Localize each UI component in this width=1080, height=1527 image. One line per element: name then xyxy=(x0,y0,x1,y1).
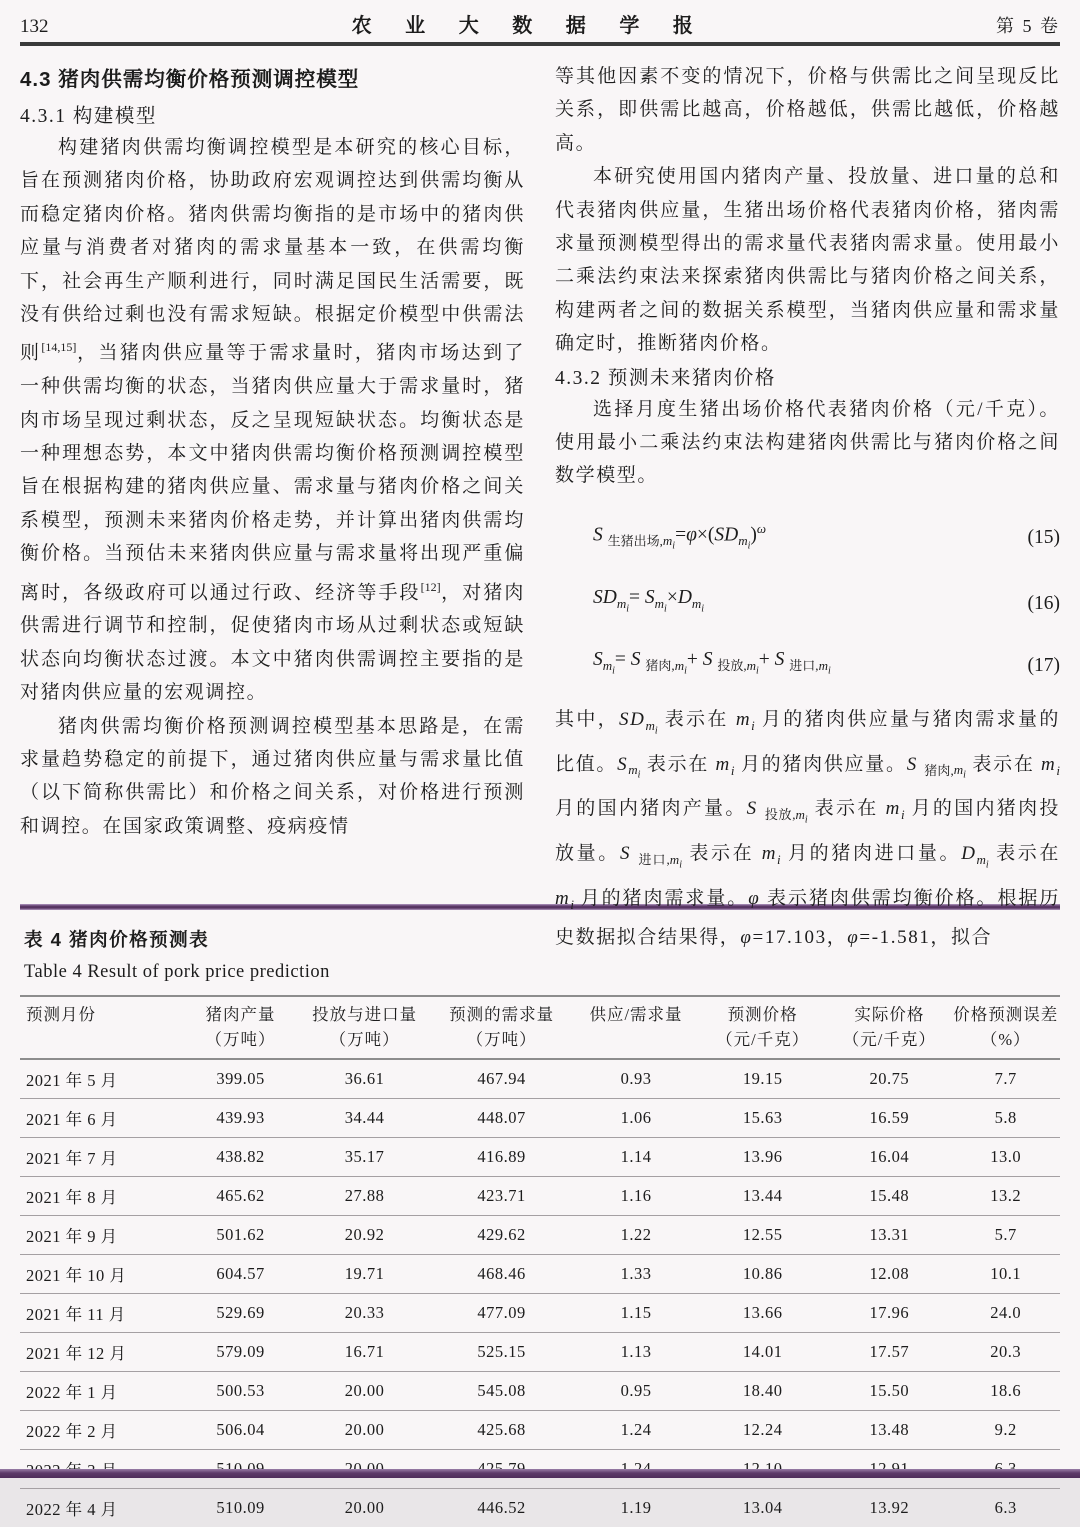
column-header-7: 实际价格 （元/千克） xyxy=(827,996,951,1059)
journal-title: 农 业 大 数 据 学 报 xyxy=(352,9,707,38)
value-cell: 1.16 xyxy=(574,1177,698,1216)
paragraph-6: 其中，$SD_{m_i}$ 表示在 $m_i$ 月的猪肉供应量与猪肉需求量的比值。$S_{m_i}$ 表示在 $m_i$ 月的猪肉供应量。S $_{猪肉,m_i}$ 表示在 $m_i$ 月的国内猪肉产量。S $_{投放,m_i}$ 表示在 $m_i$ 月的国内猪肉投放量。S $_{进口,m_i}$ 表示在 $m_i$ 月的猪肉进口量。$D_{m_i}$ 表示在 $m_i$ 月的猪肉需求量。φ 表示猪肉供需均衡价格。根据历史数据拟合结果得，φ=17.103，φ=-1.581，拟合 xyxy=(555,703,1060,955)
column-header-2: 猪肉产量 （万吨） xyxy=(181,996,300,1059)
month-cell: 2021 年 5 月 xyxy=(20,1059,181,1099)
value-cell: 13.44 xyxy=(698,1177,827,1216)
value-cell: 545.08 xyxy=(429,1372,574,1411)
column-header-1: 预测月份 xyxy=(20,996,181,1059)
page-number: 132 xyxy=(20,16,49,38)
value-cell: 439.93 xyxy=(181,1099,300,1138)
month-cell: 2022 年 2 月 xyxy=(20,1411,181,1450)
value-cell: 20.00 xyxy=(300,1372,429,1411)
table-row xyxy=(20,1059,1060,1099)
value-cell: 6.3 xyxy=(951,1489,1060,1527)
value-cell: 13.96 xyxy=(698,1138,827,1177)
column-header-3: 投放与进口量 （万吨） xyxy=(300,996,429,1059)
value-cell: 13.04 xyxy=(698,1489,827,1527)
formula-15 xyxy=(555,503,1060,572)
value-cell: 20.00 xyxy=(300,1411,429,1450)
value-cell: 446.52 xyxy=(429,1489,574,1527)
purple-separator-bottom xyxy=(0,1469,1080,1478)
value-cell: 16.71 xyxy=(300,1333,429,1372)
value-cell: 20.75 xyxy=(827,1059,951,1099)
table-row xyxy=(20,1138,1060,1177)
value-cell: 0.93 xyxy=(574,1059,698,1099)
value-cell: 1.14 xyxy=(574,1138,698,1177)
table-row xyxy=(20,1294,1060,1333)
value-cell: 13.2 xyxy=(951,1177,1060,1216)
month-cell: 2021 年 8 月 xyxy=(20,1177,181,1216)
table-caption-zh: 表 4 猪肉价格预测表 xyxy=(24,926,1060,952)
value-cell: 27.88 xyxy=(300,1177,429,1216)
value-cell: 13.92 xyxy=(827,1489,951,1527)
formula-16-expression: $SD_{m_i}= S_{m_i}\times D_{m_i}$ xyxy=(593,572,704,634)
table-row xyxy=(20,1177,1060,1216)
value-cell: 7.7 xyxy=(951,1059,1060,1099)
column-header-8: 价格预测误差 （%） xyxy=(951,996,1060,1059)
formula-17-number: (17) xyxy=(1028,640,1061,691)
value-cell: 1.24 xyxy=(574,1411,698,1450)
value-cell: 14.01 xyxy=(698,1333,827,1372)
paragraph-1: 构建猪肉供需均衡调控模型是本研究的核心目标，旨在预测猪肉价格，协助政府宏观调控达到供需均衡从而稳定猪肉价格。猪肉供需均衡指的是市场中的猪肉供应量与消费者对猪肉的需求量基本一致，在供需均衡下，社会再生产顺利进行，同时满足国民生活需要，既没有供给过剩也没有需求短缺。根据定价模型中供需法则[14,15]，当猪肉供应量等于需求量时，猪肉市场达到了一种供需均衡的状态，当猪肉供应量大于需求量时，猪肉市场呈现过剩状态，反之呈现短缺状态。均衡状态是一种理想态势，本文中猪肉供需均衡价格预测调控模型旨在根据构建的猪肉供应量、需求量与猪肉价格之间关系模型，预测未来猪肉价格走势，并计算出猪肉供需均衡价格。当预估未来猪肉供应量与需求量将出现严重偏离时，各级政府可以通过行政、经济等手段[12]，对猪肉供需进行调节和控制，促使猪肉市场从过剩状态或短缺状态向均衡状态过渡。本文中猪肉供需调控主要指的是对猪肉供应量的宏观调控。 xyxy=(20,131,525,710)
header-rule xyxy=(20,42,1060,46)
value-cell: 10.1 xyxy=(951,1255,1060,1294)
month-cell: 2022 年 1 月 xyxy=(20,1372,181,1411)
value-cell: 510.09 xyxy=(181,1489,300,1527)
value-cell: 20.92 xyxy=(300,1216,429,1255)
value-cell: 1.33 xyxy=(574,1255,698,1294)
value-cell: 5.7 xyxy=(951,1216,1060,1255)
month-cell: 2021 年 11 月 xyxy=(20,1294,181,1333)
month-cell: 2021 年 6 月 xyxy=(20,1099,181,1138)
table-body xyxy=(20,1059,1060,1527)
subsection-4-3-1: 4.3.1 构建模型 xyxy=(20,100,525,128)
column-header-4: 预测的需求量 （万吨） xyxy=(429,996,574,1059)
value-cell: 10.86 xyxy=(698,1255,827,1294)
column-header-6: 预测价格 （元/千克） xyxy=(698,996,827,1059)
value-cell: 18.6 xyxy=(951,1372,1060,1411)
table-row xyxy=(20,1333,1060,1372)
formula-15-number: (15) xyxy=(1028,512,1061,563)
value-cell: 501.62 xyxy=(181,1216,300,1255)
value-cell: 20.3 xyxy=(951,1333,1060,1372)
value-cell: 416.89 xyxy=(429,1138,574,1177)
value-cell: 399.05 xyxy=(181,1059,300,1099)
value-cell: 13.48 xyxy=(827,1411,951,1450)
value-cell: 423.71 xyxy=(429,1177,574,1216)
value-cell: 1.13 xyxy=(574,1333,698,1372)
value-cell: 13.66 xyxy=(698,1294,827,1333)
paragraph-4: 本研究使用国内猪肉产量、投放量、进口量的总和代表猪肉供应量，生猪出场价格代表猪肉价格，猪肉需求量预测模型得出的需求量代表猪肉需求量。使用最小二乘法约束法来探索猪肉供需比与猪肉价格之间关系，构建两者之间的数据关系模型，当猪肉供应量和需求量确定时，推断猪肉价格。 xyxy=(555,160,1060,360)
value-cell: 448.07 xyxy=(429,1099,574,1138)
value-cell: 15.48 xyxy=(827,1177,951,1216)
value-cell: 506.04 xyxy=(181,1411,300,1450)
value-cell: 13.31 xyxy=(827,1216,951,1255)
value-cell: 20.33 xyxy=(300,1294,429,1333)
month-cell: 2021 年 9 月 xyxy=(20,1216,181,1255)
value-cell: 17.57 xyxy=(827,1333,951,1372)
value-cell: 500.53 xyxy=(181,1372,300,1411)
month-cell: 2022 年 4 月 xyxy=(20,1489,181,1527)
value-cell: 0.95 xyxy=(574,1372,698,1411)
formula-16-number: (16) xyxy=(1028,578,1061,629)
value-cell: 579.09 xyxy=(181,1333,300,1372)
paragraph-3: 等其他因素不变的情况下，价格与供需比之间呈现反比关系，即供需比越高，价格越低，供需比越低，价格越高。 xyxy=(555,60,1060,160)
formula-17-expression: $S_{m_i}= S$ $_{猪肉,m_i}$+ S $_{投放,m_i}$+ S $_{进口,m_i}$ xyxy=(593,634,831,696)
value-cell: 12.08 xyxy=(827,1255,951,1294)
table-row xyxy=(20,1255,1060,1294)
table-row xyxy=(20,1372,1060,1411)
running-head xyxy=(20,10,1060,38)
value-cell: 429.62 xyxy=(429,1216,574,1255)
month-cell: 2021 年 12 月 xyxy=(20,1333,181,1372)
formula-15-expression: S $_{生猪出场,m_i}=\varphi\times(SD_{m_i})^\omega$ xyxy=(593,503,766,572)
right-column xyxy=(555,60,1060,888)
value-cell: 1.19 xyxy=(574,1489,698,1527)
value-cell: 16.59 xyxy=(827,1099,951,1138)
value-cell: 1.22 xyxy=(574,1216,698,1255)
value-cell: 1.06 xyxy=(574,1099,698,1138)
table-row xyxy=(20,1411,1060,1450)
value-cell: 467.94 xyxy=(429,1059,574,1099)
value-cell: 19.71 xyxy=(300,1255,429,1294)
value-cell: 20.00 xyxy=(300,1489,429,1527)
value-cell: 12.24 xyxy=(698,1411,827,1450)
value-cell: 12.55 xyxy=(698,1216,827,1255)
value-cell: 19.15 xyxy=(698,1059,827,1099)
column-header-5: 供应/需求量 xyxy=(574,996,698,1059)
value-cell: 604.57 xyxy=(181,1255,300,1294)
value-cell: 529.69 xyxy=(181,1294,300,1333)
value-cell: 477.09 xyxy=(429,1294,574,1333)
value-cell: 18.40 xyxy=(698,1372,827,1411)
formula-block xyxy=(555,503,1060,697)
section-heading: 4.3 猪肉供需均衡价格预测调控模型 xyxy=(20,62,525,92)
value-cell: 465.62 xyxy=(181,1177,300,1216)
volume-label: 第 5 卷 xyxy=(996,12,1060,38)
left-column xyxy=(20,60,525,888)
month-cell: 2021 年 10 月 xyxy=(20,1255,181,1294)
value-cell: 15.50 xyxy=(827,1372,951,1411)
value-cell: 468.46 xyxy=(429,1255,574,1294)
paragraph-2: 猪肉供需均衡价格预测调控模型基本思路是，在需求量趋势稳定的前提下，通过猪肉供应量与需求量比值（以下简称供需比）和价格之间关系，对价格进行预测和调控。在国家政策调整、疫病疫情 xyxy=(20,710,525,844)
value-cell: 13.0 xyxy=(951,1138,1060,1177)
value-cell: 438.82 xyxy=(181,1138,300,1177)
table-header xyxy=(20,996,1060,1059)
value-cell: 16.04 xyxy=(827,1138,951,1177)
table-row xyxy=(20,1099,1060,1138)
value-cell: 24.0 xyxy=(951,1294,1060,1333)
table-row xyxy=(20,1489,1060,1527)
value-cell: 36.61 xyxy=(300,1059,429,1099)
table-header-row xyxy=(20,996,1060,1059)
value-cell: 17.96 xyxy=(827,1294,951,1333)
paragraph-5: 选择月度生猪出场价格代表猪肉价格（元/千克）。使用最小二乘法约束法构建猪肉供需比与猪肉价格之间数学模型。 xyxy=(555,393,1060,493)
month-cell: 2021 年 7 月 xyxy=(20,1138,181,1177)
formula-17 xyxy=(555,634,1060,696)
value-cell: 35.17 xyxy=(300,1138,429,1177)
table-row xyxy=(20,1216,1060,1255)
value-cell: 15.63 xyxy=(698,1099,827,1138)
value-cell: 34.44 xyxy=(300,1099,429,1138)
value-cell: 9.2 xyxy=(951,1411,1060,1450)
article-body xyxy=(20,60,1060,888)
subsection-4-3-2: 4.3.2 预测未来猪肉价格 xyxy=(555,362,1060,390)
formula-16 xyxy=(555,572,1060,634)
value-cell: 425.68 xyxy=(429,1411,574,1450)
value-cell: 525.15 xyxy=(429,1333,574,1372)
pork-price-prediction-table xyxy=(20,995,1060,1527)
table-caption-en: Table 4 Result of pork price prediction xyxy=(24,962,1060,983)
value-cell: 1.15 xyxy=(574,1294,698,1333)
value-cell: 5.8 xyxy=(951,1099,1060,1138)
